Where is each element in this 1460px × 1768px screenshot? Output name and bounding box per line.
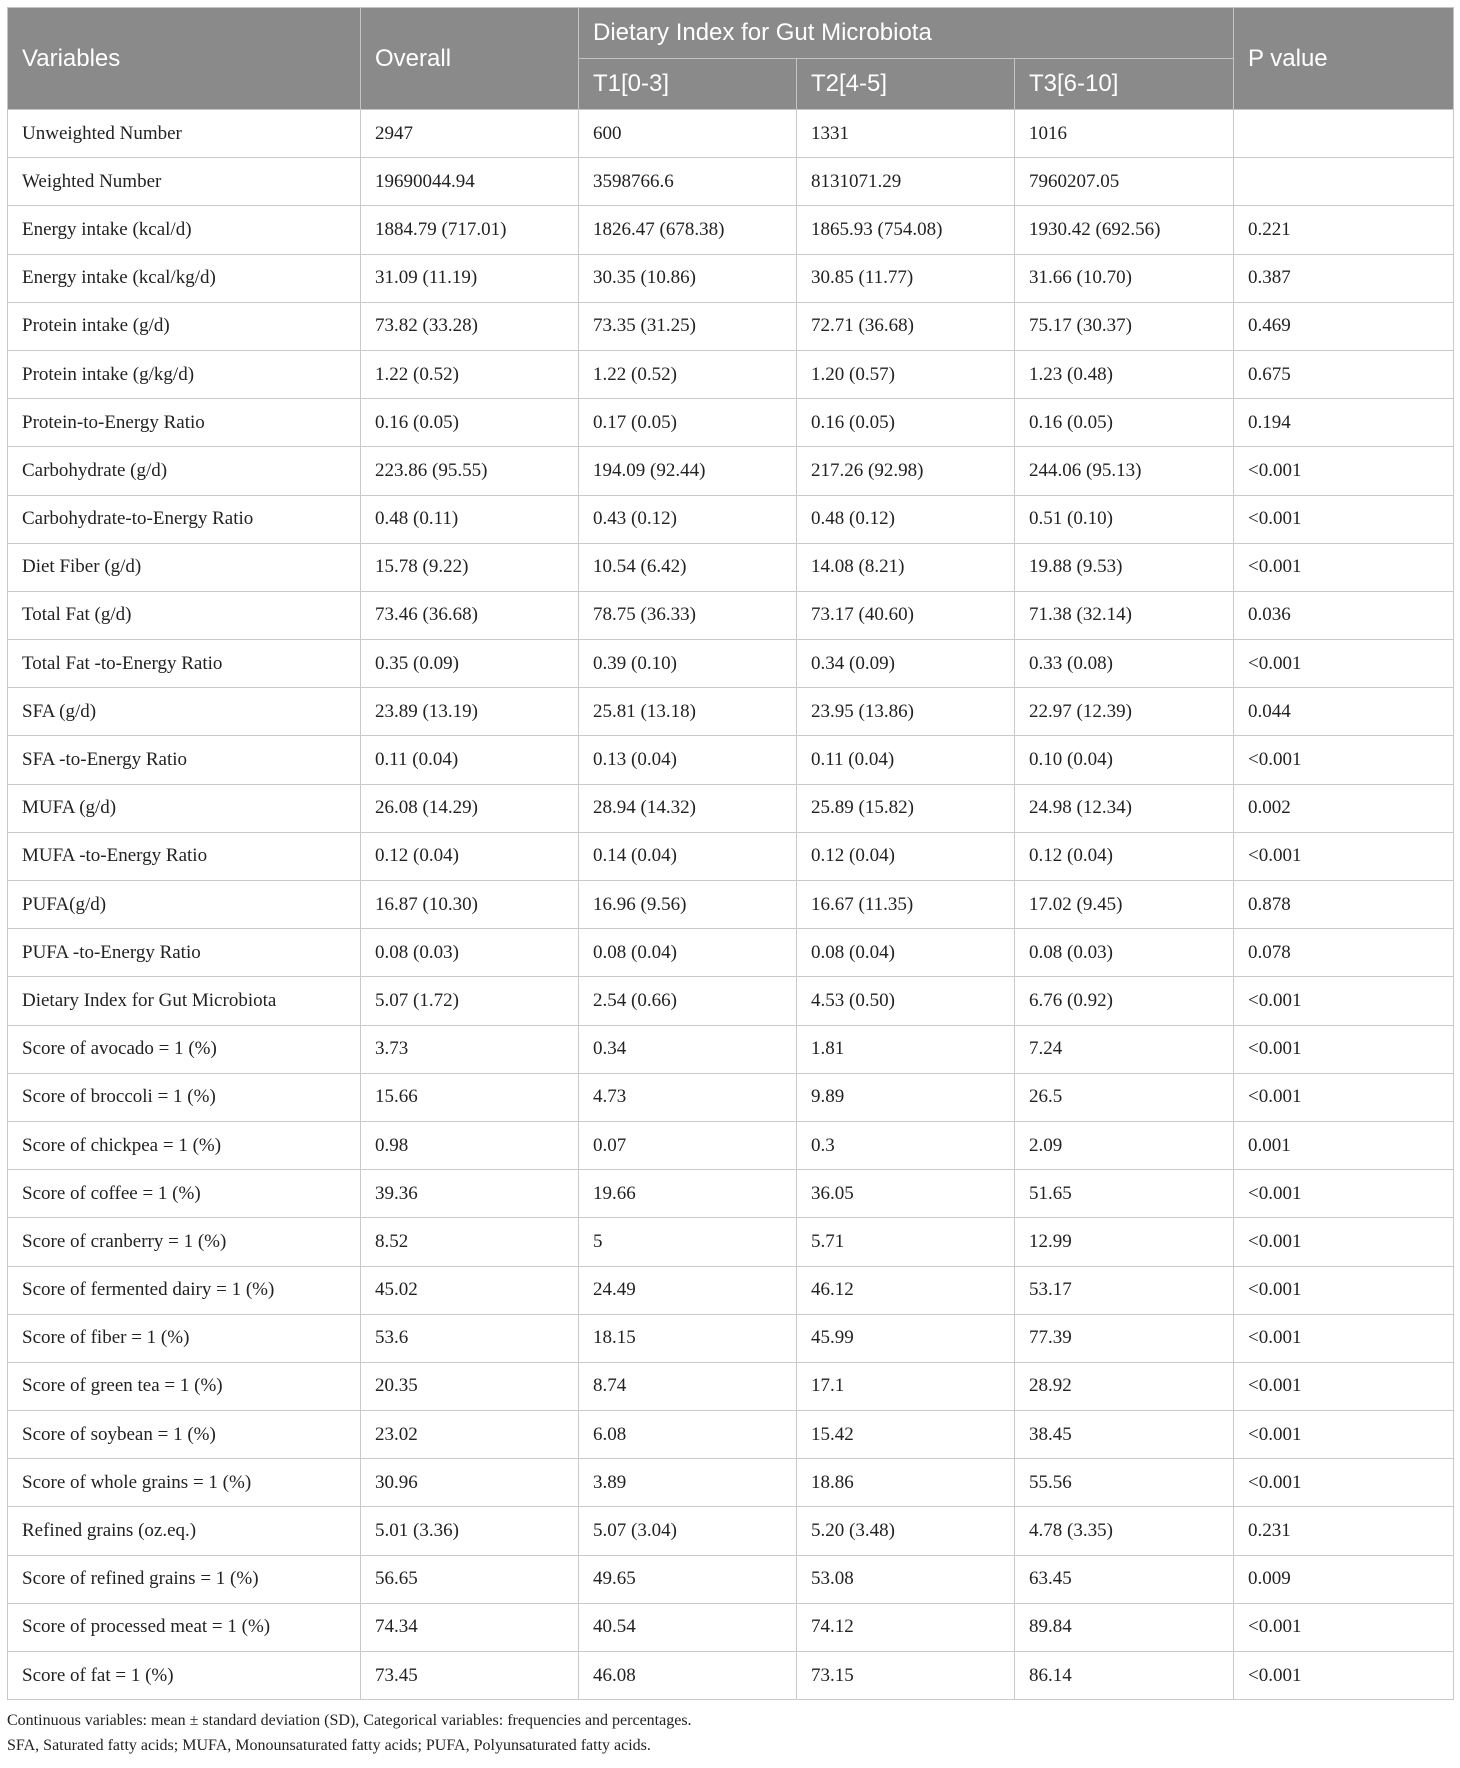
table-row (8, 254, 1454, 302)
cell-pvalue: <0.001 (1234, 543, 1454, 591)
cell-pvalue: 0.221 (1234, 206, 1454, 254)
cell-overall: 8.52 (361, 1218, 579, 1266)
cell-t2: 0.16 (0.05) (797, 399, 1015, 447)
cell-t1: 10.54 (6.42) (579, 543, 797, 591)
table-row (8, 447, 1454, 495)
cell-variable: Refined grains (oz.eq.) (8, 1507, 361, 1555)
cell-t3: 7960207.05 (1015, 158, 1234, 206)
cell-overall: 15.66 (361, 1073, 579, 1121)
cell-overall: 0.48 (0.11) (361, 495, 579, 543)
cell-t2: 217.26 (92.98) (797, 447, 1015, 495)
table-row (8, 158, 1454, 206)
cell-overall: 73.45 (361, 1652, 579, 1700)
cell-t1: 1826.47 (678.38) (579, 206, 797, 254)
table-row (8, 591, 1454, 639)
cell-variable: Score of refined grains = 1 (%) (8, 1555, 361, 1603)
cell-t2: 0.11 (0.04) (797, 736, 1015, 784)
cell-t3: 28.92 (1015, 1362, 1234, 1410)
cell-variable: PUFA -to-Energy Ratio (8, 929, 361, 977)
table-row (8, 495, 1454, 543)
header-overall: Overall (361, 8, 579, 110)
table-row (8, 784, 1454, 832)
cell-t1: 16.96 (9.56) (579, 881, 797, 929)
cell-overall: 45.02 (361, 1266, 579, 1314)
cell-t1: 46.08 (579, 1652, 797, 1700)
cell-pvalue (1234, 110, 1454, 158)
table-row (8, 1411, 1454, 1459)
cell-pvalue: <0.001 (1234, 736, 1454, 784)
cell-t1: 78.75 (36.33) (579, 591, 797, 639)
cell-t3: 75.17 (30.37) (1015, 302, 1234, 350)
cell-t3: 53.17 (1015, 1266, 1234, 1314)
cell-variable: Score of avocado = 1 (%) (8, 1025, 361, 1073)
table-row (8, 736, 1454, 784)
cell-t3: 38.45 (1015, 1411, 1234, 1459)
cell-t1: 0.39 (0.10) (579, 640, 797, 688)
cell-variable: Energy intake (kcal/d) (8, 206, 361, 254)
cell-t3: 4.78 (3.35) (1015, 1507, 1234, 1555)
cell-pvalue: <0.001 (1234, 1652, 1454, 1700)
cell-variable: Carbohydrate-to-Energy Ratio (8, 495, 361, 543)
cell-variable: Protein-to-Energy Ratio (8, 399, 361, 447)
cell-pvalue: <0.001 (1234, 447, 1454, 495)
cell-pvalue (1234, 158, 1454, 206)
header-t2: T2[4-5] (797, 59, 1015, 110)
cell-overall: 74.34 (361, 1603, 579, 1651)
cell-t3: 0.16 (0.05) (1015, 399, 1234, 447)
cell-t3: 1.23 (0.48) (1015, 350, 1234, 398)
cell-t1: 49.65 (579, 1555, 797, 1603)
cell-t2: 15.42 (797, 1411, 1015, 1459)
cell-t1: 28.94 (14.32) (579, 784, 797, 832)
cell-t2: 1.81 (797, 1025, 1015, 1073)
cell-pvalue: 0.387 (1234, 254, 1454, 302)
table-row (8, 1507, 1454, 1555)
cell-t2: 5.71 (797, 1218, 1015, 1266)
cell-pvalue: <0.001 (1234, 1025, 1454, 1073)
data-table (7, 7, 1454, 1700)
cell-t3: 24.98 (12.34) (1015, 784, 1234, 832)
table-row (8, 1121, 1454, 1169)
cell-pvalue: 0.231 (1234, 1507, 1454, 1555)
cell-t1: 600 (579, 110, 797, 158)
cell-t2: 18.86 (797, 1459, 1015, 1507)
table-row (8, 881, 1454, 929)
cell-pvalue: <0.001 (1234, 1362, 1454, 1410)
cell-variable: Unweighted Number (8, 110, 361, 158)
table-row (8, 640, 1454, 688)
header-pvalue: P value (1234, 8, 1454, 110)
cell-t1: 5.07 (3.04) (579, 1507, 797, 1555)
cell-pvalue: <0.001 (1234, 640, 1454, 688)
table-row (8, 1603, 1454, 1651)
cell-variable: Carbohydrate (g/d) (8, 447, 361, 495)
cell-pvalue: <0.001 (1234, 977, 1454, 1025)
cell-t2: 30.85 (11.77) (797, 254, 1015, 302)
table-row (8, 1266, 1454, 1314)
table-row (8, 350, 1454, 398)
cell-overall: 53.6 (361, 1314, 579, 1362)
cell-t2: 23.95 (13.86) (797, 688, 1015, 736)
table-header (8, 8, 1454, 110)
footnote-abbreviations: SFA, Saturated fatty acids; MUFA, Monounsaturated fatty acids; PUFA, Polyunsaturated fatty acids. (7, 1737, 651, 1754)
cell-t1: 0.13 (0.04) (579, 736, 797, 784)
cell-pvalue: 0.044 (1234, 688, 1454, 736)
cell-variable: Score of coffee = 1 (%) (8, 1170, 361, 1218)
cell-t1: 0.07 (579, 1121, 797, 1169)
table-row (8, 832, 1454, 880)
cell-t3: 7.24 (1015, 1025, 1234, 1073)
table-row (8, 1025, 1454, 1073)
cell-variable: MUFA -to-Energy Ratio (8, 832, 361, 880)
cell-t3: 0.51 (0.10) (1015, 495, 1234, 543)
cell-t3: 63.45 (1015, 1555, 1234, 1603)
header-group: Dietary Index for Gut Microbiota (579, 8, 1234, 59)
table-row (8, 543, 1454, 591)
cell-t1: 3598766.6 (579, 158, 797, 206)
table-row (8, 1170, 1454, 1218)
cell-pvalue: <0.001 (1234, 1073, 1454, 1121)
cell-variable: Protein intake (g/d) (8, 302, 361, 350)
cell-pvalue: <0.001 (1234, 1411, 1454, 1459)
cell-variable: Score of green tea = 1 (%) (8, 1362, 361, 1410)
cell-overall: 2947 (361, 110, 579, 158)
table-row (8, 1459, 1454, 1507)
cell-t2: 4.53 (0.50) (797, 977, 1015, 1025)
table-row (8, 1073, 1454, 1121)
table-row (8, 302, 1454, 350)
cell-pvalue: <0.001 (1234, 1459, 1454, 1507)
table-container (7, 7, 1453, 1700)
cell-overall: 56.65 (361, 1555, 579, 1603)
table-body (8, 110, 1454, 1700)
cell-t2: 0.12 (0.04) (797, 832, 1015, 880)
cell-t2: 0.3 (797, 1121, 1015, 1169)
cell-overall: 23.89 (13.19) (361, 688, 579, 736)
cell-variable: Score of fermented dairy = 1 (%) (8, 1266, 361, 1314)
cell-t3: 19.88 (9.53) (1015, 543, 1234, 591)
cell-pvalue: <0.001 (1234, 1218, 1454, 1266)
cell-pvalue: <0.001 (1234, 1266, 1454, 1314)
cell-t1: 19.66 (579, 1170, 797, 1218)
table-row (8, 929, 1454, 977)
cell-overall: 0.11 (0.04) (361, 736, 579, 784)
cell-t2: 72.71 (36.68) (797, 302, 1015, 350)
cell-pvalue: 0.878 (1234, 881, 1454, 929)
cell-t2: 14.08 (8.21) (797, 543, 1015, 591)
header-t3: T3[6-10] (1015, 59, 1234, 110)
cell-pvalue: 0.194 (1234, 399, 1454, 447)
cell-t1: 0.43 (0.12) (579, 495, 797, 543)
cell-t1: 24.49 (579, 1266, 797, 1314)
cell-variable: Protein intake (g/kg/d) (8, 350, 361, 398)
cell-variable: Score of fiber = 1 (%) (8, 1314, 361, 1362)
cell-pvalue: <0.001 (1234, 1603, 1454, 1651)
cell-t2: 8131071.29 (797, 158, 1015, 206)
cell-t3: 86.14 (1015, 1652, 1234, 1700)
cell-variable: Score of soybean = 1 (%) (8, 1411, 361, 1459)
cell-variable: SFA -to-Energy Ratio (8, 736, 361, 784)
cell-t3: 0.33 (0.08) (1015, 640, 1234, 688)
cell-t1: 0.08 (0.04) (579, 929, 797, 977)
table-row (8, 1314, 1454, 1362)
cell-variable: Score of fat = 1 (%) (8, 1652, 361, 1700)
cell-pvalue: <0.001 (1234, 495, 1454, 543)
table-row (8, 1218, 1454, 1266)
cell-overall: 5.01 (3.36) (361, 1507, 579, 1555)
cell-t2: 1.20 (0.57) (797, 350, 1015, 398)
cell-t3: 6.76 (0.92) (1015, 977, 1234, 1025)
cell-t1: 40.54 (579, 1603, 797, 1651)
cell-t2: 0.34 (0.09) (797, 640, 1015, 688)
cell-variable: SFA (g/d) (8, 688, 361, 736)
table-row (8, 1652, 1454, 1700)
cell-t1: 30.35 (10.86) (579, 254, 797, 302)
cell-overall: 73.46 (36.68) (361, 591, 579, 639)
cell-t2: 5.20 (3.48) (797, 1507, 1015, 1555)
cell-t2: 74.12 (797, 1603, 1015, 1651)
table-row (8, 688, 1454, 736)
cell-t1: 5 (579, 1218, 797, 1266)
cell-overall: 1884.79 (717.01) (361, 206, 579, 254)
cell-t3: 2.09 (1015, 1121, 1234, 1169)
cell-t2: 36.05 (797, 1170, 1015, 1218)
cell-t1: 0.14 (0.04) (579, 832, 797, 880)
cell-t2: 1331 (797, 110, 1015, 158)
cell-t1: 18.15 (579, 1314, 797, 1362)
cell-overall: 15.78 (9.22) (361, 543, 579, 591)
cell-t3: 0.12 (0.04) (1015, 832, 1234, 880)
cell-t2: 9.89 (797, 1073, 1015, 1121)
cell-pvalue: 0.002 (1234, 784, 1454, 832)
cell-variable: Dietary Index for Gut Microbiota (8, 977, 361, 1025)
cell-t2: 53.08 (797, 1555, 1015, 1603)
table-row (8, 206, 1454, 254)
footnotes (7, 1708, 1453, 1758)
cell-t1: 4.73 (579, 1073, 797, 1121)
cell-variable: Score of broccoli = 1 (%) (8, 1073, 361, 1121)
cell-t1: 1.22 (0.52) (579, 350, 797, 398)
cell-t1: 2.54 (0.66) (579, 977, 797, 1025)
cell-t3: 12.99 (1015, 1218, 1234, 1266)
cell-t3: 22.97 (12.39) (1015, 688, 1234, 736)
cell-variable: Score of chickpea = 1 (%) (8, 1121, 361, 1169)
cell-pvalue: 0.675 (1234, 350, 1454, 398)
cell-overall: 0.35 (0.09) (361, 640, 579, 688)
cell-overall: 1.22 (0.52) (361, 350, 579, 398)
cell-t1: 25.81 (13.18) (579, 688, 797, 736)
cell-overall: 30.96 (361, 1459, 579, 1507)
cell-pvalue: 0.469 (1234, 302, 1454, 350)
cell-t2: 17.1 (797, 1362, 1015, 1410)
table-row (8, 977, 1454, 1025)
cell-pvalue: <0.001 (1234, 1170, 1454, 1218)
cell-t2: 16.67 (11.35) (797, 881, 1015, 929)
cell-overall: 73.82 (33.28) (361, 302, 579, 350)
header-t1: T1[0-3] (579, 59, 797, 110)
table-row (8, 110, 1454, 158)
cell-pvalue: <0.001 (1234, 832, 1454, 880)
cell-t2: 0.08 (0.04) (797, 929, 1015, 977)
cell-t1: 73.35 (31.25) (579, 302, 797, 350)
cell-t3: 244.06 (95.13) (1015, 447, 1234, 495)
cell-t3: 55.56 (1015, 1459, 1234, 1507)
cell-t3: 0.10 (0.04) (1015, 736, 1234, 784)
cell-overall: 0.08 (0.03) (361, 929, 579, 977)
cell-variable: Weighted Number (8, 158, 361, 206)
cell-pvalue: 0.009 (1234, 1555, 1454, 1603)
cell-t2: 1865.93 (754.08) (797, 206, 1015, 254)
table-row (8, 1362, 1454, 1410)
header-variables: Variables (8, 8, 361, 110)
cell-pvalue: 0.001 (1234, 1121, 1454, 1169)
cell-t3: 26.5 (1015, 1073, 1234, 1121)
table-row (8, 399, 1454, 447)
cell-overall: 16.87 (10.30) (361, 881, 579, 929)
cell-t3: 1930.42 (692.56) (1015, 206, 1234, 254)
cell-overall: 0.98 (361, 1121, 579, 1169)
cell-t1: 0.17 (0.05) (579, 399, 797, 447)
cell-overall: 223.86 (95.55) (361, 447, 579, 495)
cell-variable: Score of cranberry = 1 (%) (8, 1218, 361, 1266)
cell-variable: Score of processed meat = 1 (%) (8, 1603, 361, 1651)
cell-variable: PUFA(g/d) (8, 881, 361, 929)
cell-pvalue: <0.001 (1234, 1314, 1454, 1362)
cell-t3: 1016 (1015, 110, 1234, 158)
cell-overall: 0.16 (0.05) (361, 399, 579, 447)
cell-overall: 0.12 (0.04) (361, 832, 579, 880)
cell-pvalue: 0.036 (1234, 591, 1454, 639)
cell-t1: 6.08 (579, 1411, 797, 1459)
cell-overall: 31.09 (11.19) (361, 254, 579, 302)
table-row (8, 1555, 1454, 1603)
cell-t2: 25.89 (15.82) (797, 784, 1015, 832)
cell-t1: 0.34 (579, 1025, 797, 1073)
cell-t2: 73.15 (797, 1652, 1015, 1700)
cell-overall: 39.36 (361, 1170, 579, 1218)
cell-variable: Total Fat -to-Energy Ratio (8, 640, 361, 688)
cell-t3: 51.65 (1015, 1170, 1234, 1218)
cell-overall: 23.02 (361, 1411, 579, 1459)
cell-t3: 77.39 (1015, 1314, 1234, 1362)
cell-overall: 19690044.94 (361, 158, 579, 206)
cell-t3: 89.84 (1015, 1603, 1234, 1651)
cell-overall: 5.07 (1.72) (361, 977, 579, 1025)
footnote-definitions: Continuous variables: mean ± standard deviation (SD), Categorical variables: frequencies and percentages. (7, 1712, 692, 1729)
cell-overall: 26.08 (14.29) (361, 784, 579, 832)
cell-variable: Total Fat (g/d) (8, 591, 361, 639)
cell-t3: 0.08 (0.03) (1015, 929, 1234, 977)
cell-variable: Energy intake (kcal/kg/d) (8, 254, 361, 302)
cell-t3: 71.38 (32.14) (1015, 591, 1234, 639)
cell-t1: 3.89 (579, 1459, 797, 1507)
cell-variable: Score of whole grains = 1 (%) (8, 1459, 361, 1507)
cell-t1: 8.74 (579, 1362, 797, 1410)
cell-t3: 31.66 (10.70) (1015, 254, 1234, 302)
cell-variable: MUFA (g/d) (8, 784, 361, 832)
cell-t2: 0.48 (0.12) (797, 495, 1015, 543)
cell-t2: 45.99 (797, 1314, 1015, 1362)
cell-t2: 46.12 (797, 1266, 1015, 1314)
cell-overall: 3.73 (361, 1025, 579, 1073)
cell-variable: Diet Fiber (g/d) (8, 543, 361, 591)
cell-pvalue: 0.078 (1234, 929, 1454, 977)
cell-t2: 73.17 (40.60) (797, 591, 1015, 639)
cell-t1: 194.09 (92.44) (579, 447, 797, 495)
cell-t3: 17.02 (9.45) (1015, 881, 1234, 929)
cell-overall: 20.35 (361, 1362, 579, 1410)
